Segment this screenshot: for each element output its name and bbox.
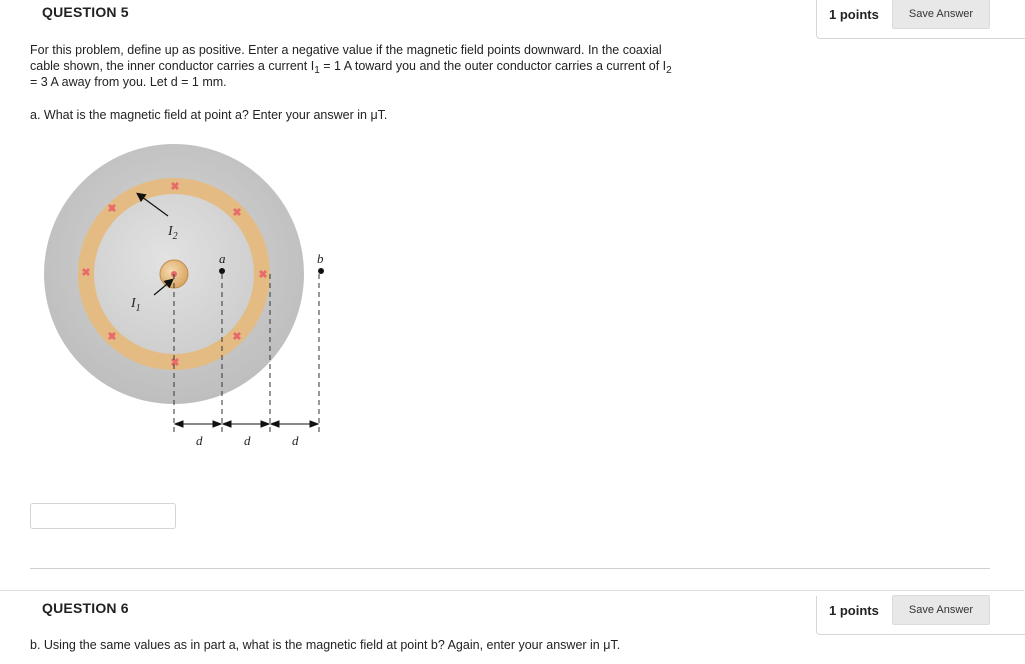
label-i2: $I_2$	[168, 224, 178, 242]
save-answer-button[interactable]: Save Answer	[892, 595, 990, 625]
prompt-line: cable shown, the inner conductor carries a current $I_1 = 1$ A toward you and the outer conductor carries a current of $I_2$	[30, 59, 672, 76]
current-x-marker: ✖	[232, 207, 242, 219]
question-title: QUESTION 5	[42, 4, 129, 20]
current-x-marker: ✖	[107, 331, 117, 343]
part-a-question: a. What is the magnetic field at point a? Enter your answer in μT.	[30, 108, 388, 122]
point-a-label: a	[219, 251, 226, 266]
points-label: 1 points	[829, 603, 879, 618]
current-x-marker: ✖	[170, 357, 180, 369]
section-divider	[30, 568, 990, 569]
part-b-question: b. Using the same values as in part a, what is the magnetic field at point b? Again, enter your answer in μT.	[30, 638, 621, 652]
coaxial-cable-figure	[30, 150, 324, 460]
question-title: QUESTION 6	[42, 600, 129, 616]
point-b-label: b	[317, 251, 324, 266]
current-x-marker: ✖	[258, 269, 268, 281]
dimension-label-d: d	[292, 433, 299, 448]
current-x-marker: ✖	[232, 331, 242, 343]
current-x-marker: ✖	[170, 181, 180, 193]
dimension-label-d: d	[196, 433, 203, 448]
current-x-marker: ✖	[81, 267, 91, 279]
dimension-label-d: d	[244, 433, 251, 448]
question-5-header	[0, 0, 1024, 38]
question-6-header	[0, 596, 1024, 634]
question-separator	[0, 590, 1024, 591]
points-label: 1 points	[829, 7, 879, 22]
point-b-dot	[318, 268, 324, 274]
prompt-line: = 3 A away from you. Let d = 1 mm.	[30, 75, 227, 89]
save-answer-button[interactable]: Save Answer	[892, 0, 990, 29]
point-a-dot	[219, 268, 225, 274]
label-i1: $I_1$	[131, 296, 141, 314]
prompt-line: For this problem, define up as positive. Enter a negative value if the magnetic field points downward. In the coaxial	[30, 43, 662, 57]
points-panel	[816, 596, 1025, 635]
answer-input[interactable]	[30, 503, 176, 529]
points-panel	[816, 0, 1025, 39]
question-prompt	[30, 42, 672, 90]
current-x-marker: ✖	[107, 203, 117, 215]
